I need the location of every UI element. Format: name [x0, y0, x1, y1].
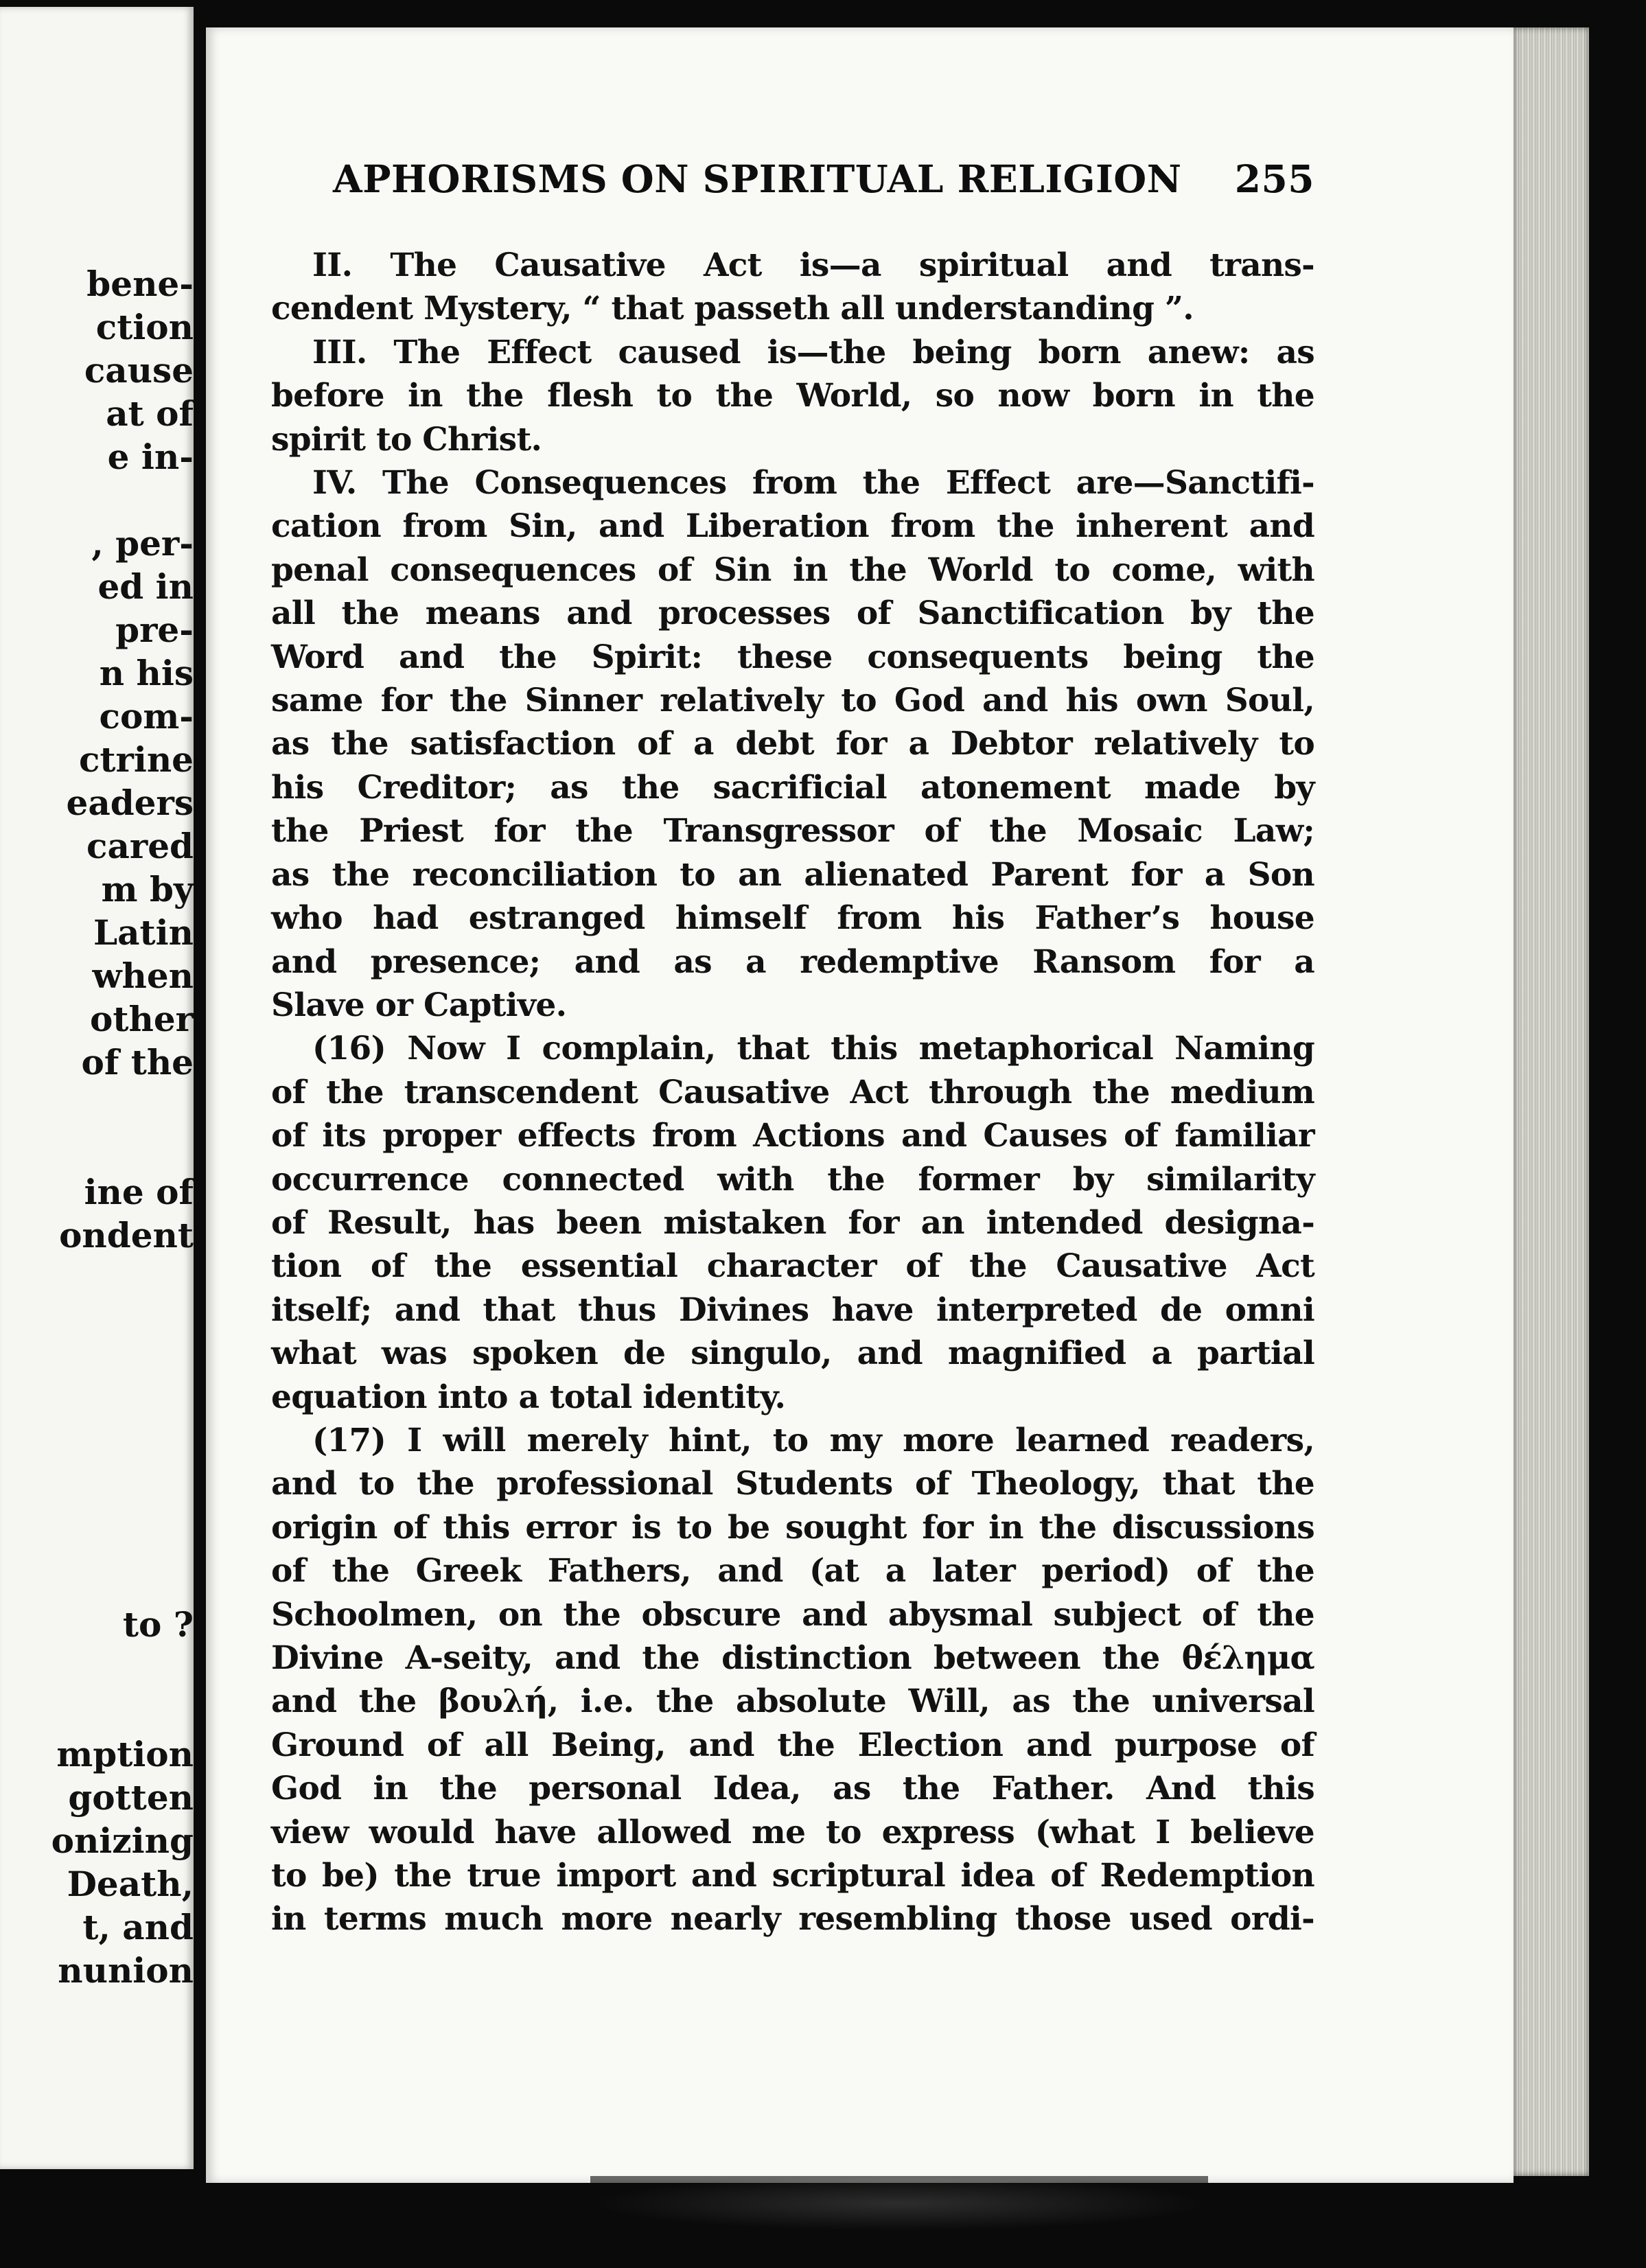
- text-line: Divine A-seity, and the distinction between the θέλημα: [271, 1639, 1314, 1677]
- facing-page-line: ine of: [84, 1172, 194, 1212]
- text-line: of Result, has been mistaken for an intended designa-: [271, 1203, 1314, 1242]
- facing-page-line: onizing: [51, 1820, 194, 1861]
- text-line: cation from Sin, and Liberation from the inherent and: [271, 507, 1314, 546]
- text-line: itself; and that thus Divines have interpreted de omni: [271, 1291, 1314, 1329]
- text-line: (17) I will merely hint, to my more learned readers,: [312, 1421, 1314, 1459]
- text-line: and to the professional Students of Theology, that the: [271, 1465, 1314, 1503]
- text-line: what was spoken de singulo, and magnified a partial: [271, 1334, 1314, 1373]
- facing-page-line: n his: [99, 653, 194, 693]
- text-line: Schoolmen, on the obscure and abysmal subject of the: [271, 1595, 1314, 1634]
- running-head: [333, 157, 1314, 201]
- text-line: II. The Causative Act is—a spiritual and trans-: [312, 246, 1314, 284]
- text-line: origin of this error is to be sought for in the discussions: [271, 1508, 1314, 1547]
- text-line: Slave or Captive.: [271, 986, 567, 1024]
- facing-page-line: nunion: [58, 1950, 194, 1991]
- facing-page-line: Death,: [67, 1864, 194, 1904]
- running-head-title: APHORISMS ON SPIRITUAL RELIGION: [333, 157, 1182, 201]
- facing-page-line: cared: [86, 826, 194, 866]
- text-line: (16) Now I complain, that this metaphorical Naming: [312, 1030, 1314, 1068]
- text-line: spirit to Christ.: [271, 420, 542, 459]
- text-line: all the means and processes of Sanctification by the: [271, 594, 1314, 633]
- text-line: cendent Mystery, “ that passeth all understanding ”.: [271, 290, 1194, 328]
- facing-page-line: , per-: [91, 523, 194, 564]
- facing-page-line: gotten: [68, 1777, 194, 1818]
- page-edges: [1514, 27, 1589, 2176]
- facing-page-line: cause: [84, 350, 194, 391]
- facing-page-line: Latin: [93, 912, 194, 953]
- facing-page-line: ctrine: [78, 739, 194, 780]
- facing-page-line: to ?: [122, 1604, 194, 1645]
- text-line: God in the personal Idea, as the Father. And this: [271, 1770, 1314, 1808]
- facing-page-line: of the: [81, 1042, 194, 1083]
- text-line: of the Greek Fathers, and (at a later period) of the: [271, 1552, 1314, 1590]
- text-line: as the satisfaction of a debt for a Debtor relatively to: [271, 725, 1314, 763]
- scan-noise: [590, 2176, 1208, 2231]
- text-line: penal consequences of Sin in the World to come, with: [271, 551, 1314, 589]
- text-line: in terms much more nearly resembling those used ordi-: [271, 1900, 1314, 1939]
- text-line: of the transcendent Causative Act through the medium: [271, 1073, 1314, 1111]
- text-line: as the reconciliation to an alienated Parent for a Son: [271, 855, 1314, 894]
- facing-page-line: other: [90, 999, 194, 1039]
- facing-page-line: eaders: [66, 783, 194, 823]
- facing-page-line: ed in: [97, 566, 194, 607]
- text-line: same for the Sinner relatively to God and his own Soul,: [271, 682, 1314, 720]
- text-line: view would have allowed me to express (what I believe: [271, 1813, 1314, 1851]
- body-text: [271, 244, 1314, 1941]
- facing-page-line: e in-: [107, 437, 194, 477]
- facing-page-line: com-: [99, 696, 194, 737]
- text-line: equation into a total identity.: [271, 1378, 786, 1416]
- text-line: Word and the Spirit: these consequents being the: [271, 638, 1314, 676]
- text-line: of its proper effects from Actions and Causes of familiar: [271, 1117, 1314, 1155]
- text-line: and the βουλή, i.e. the absolute Will, as the universal: [271, 1682, 1314, 1721]
- facing-page: [0, 7, 194, 2169]
- text-line: III. The Effect caused is—the being born anew: as: [312, 333, 1314, 371]
- text-line: and presence; and as a redemptive Ransom for a: [271, 942, 1314, 981]
- text-line: who had estranged himself from his Father’s house: [271, 899, 1314, 938]
- text-line: tion of the essential character of the Causative Act: [271, 1247, 1314, 1286]
- facing-page-line: mption: [56, 1734, 194, 1774]
- facing-page-line: pre-: [115, 610, 194, 650]
- text-line: IV. The Consequences from the Effect are—Sanctifi-: [312, 464, 1314, 502]
- facing-page-line: ondent: [59, 1215, 194, 1256]
- text-line: Ground of all Being, and the Election and purpose of: [271, 1726, 1314, 1764]
- text-line: to be) the true import and scriptural idea of Redemption: [271, 1857, 1314, 1895]
- facing-page-line: m by: [101, 869, 194, 910]
- facing-page-line: bene-: [86, 264, 194, 304]
- facing-page-line: at of: [106, 393, 194, 434]
- page-number: 255: [1234, 157, 1314, 201]
- facing-page-line: ction: [95, 307, 194, 347]
- text-line: occurrence connected with the former by similarity: [271, 1160, 1314, 1199]
- facing-page-line: when: [92, 956, 194, 996]
- facing-page-line: t, and: [82, 1907, 194, 1947]
- text-line: his Creditor; as the sacrificial atonement made by: [271, 768, 1314, 807]
- text-line: before in the flesh to the World, so now born in the: [271, 377, 1314, 415]
- text-line: the Priest for the Transgressor of the Mosaic Law;: [271, 812, 1314, 850]
